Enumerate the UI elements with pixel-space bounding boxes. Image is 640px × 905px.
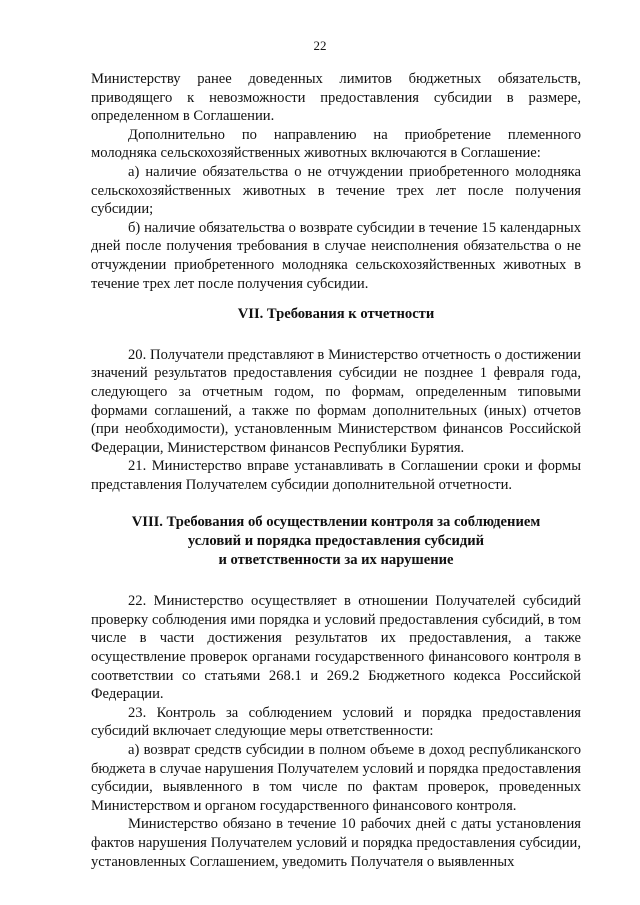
paragraph-item-b: б) наличие обязательства о возврате субсидии в течение 15 календарных дней после получения требования в случае неисполнения обязательства о не отчуждении приобретенного молодняка сельскохозяйственных животных в течение трех лет после получения субсидии. [91,219,581,292]
section-8-heading-line-2: условий и порядка предоставления субсидий [187,533,485,550]
section-8-heading-line-1: VIII. Требования об осуществлении контроля за соблюдением [131,514,541,531]
section-8-heading-line-3: и ответственности за их нарушение [218,551,454,568]
page-number: 22 [313,38,327,53]
section-7-heading: VII. Требования к отчетности [237,306,435,323]
paragraph-additional: Дополнительно по направлению на приобретение племенного молодняка сельскохозяйственных животных включаются в Соглашение: [91,126,581,162]
paragraph-21: 21. Министерство вправе устанавливать в Соглашении сроки и формы представления Получателем субсидии дополнительной отчетности. [91,458,581,493]
paragraph-ministry-obligation: Министерство обязано в течение 10 рабочих дней с даты установления фактов нарушения Получателем условий и порядка предоставления субсидии, установленных Соглашением, уведомить Получателя о выявленных [91,816,581,870]
document-body [91,70,581,871]
paragraph-item-a: а) наличие обязательства о не отчуждении приобретенного молодняка сельскохозяйственных животных в течение трех лет после получения субсидии; [91,163,581,218]
paragraph-23: 23. Контроль за соблюдением условий и порядка предоставления субсидий включает следующие меры ответственности: [91,704,581,740]
paragraph-20: 20. Получатели представляют в Министерство отчетность о достижении значений результатов предоставления субсидии не позднее 1 февраля года, следующего за отчетным годом, по формам, определенным типовыми формами соглашений, а также по формам дополнительных (иных) отчетов (при необходимости), установленным Министерством финансов Российской Федерации, Министерством финансов Республики Бурятия. [91,346,581,456]
paragraph-continuation: Министерству ранее доведенных лимитов бюджетных обязательств, приводящего к невозможности предоставления субсидии в размере, определенном в Соглашении. [91,71,581,125]
paragraph-23-item-a: а) возврат средств субсидии в полном объеме в доход республиканского бюджета в случае нарушения Получателем условий и порядка предоставления субсидии, выявленного в том числе по фактам проверок, проведенных Министерством и органом государственного финансового контроля. [91,742,581,814]
paragraph-22: 22. Министерство осуществляет в отношении Получателей субсидий проверку соблюдения ими порядка и условий предоставления субсидий, в том числе в части достижения результатов их предоставления, а также осуществление проверок органами государственного финансового контроля в соответствии со статьями 268.1 и 269.2 Бюджетного кодекса Российской Федерации. [91,593,581,703]
